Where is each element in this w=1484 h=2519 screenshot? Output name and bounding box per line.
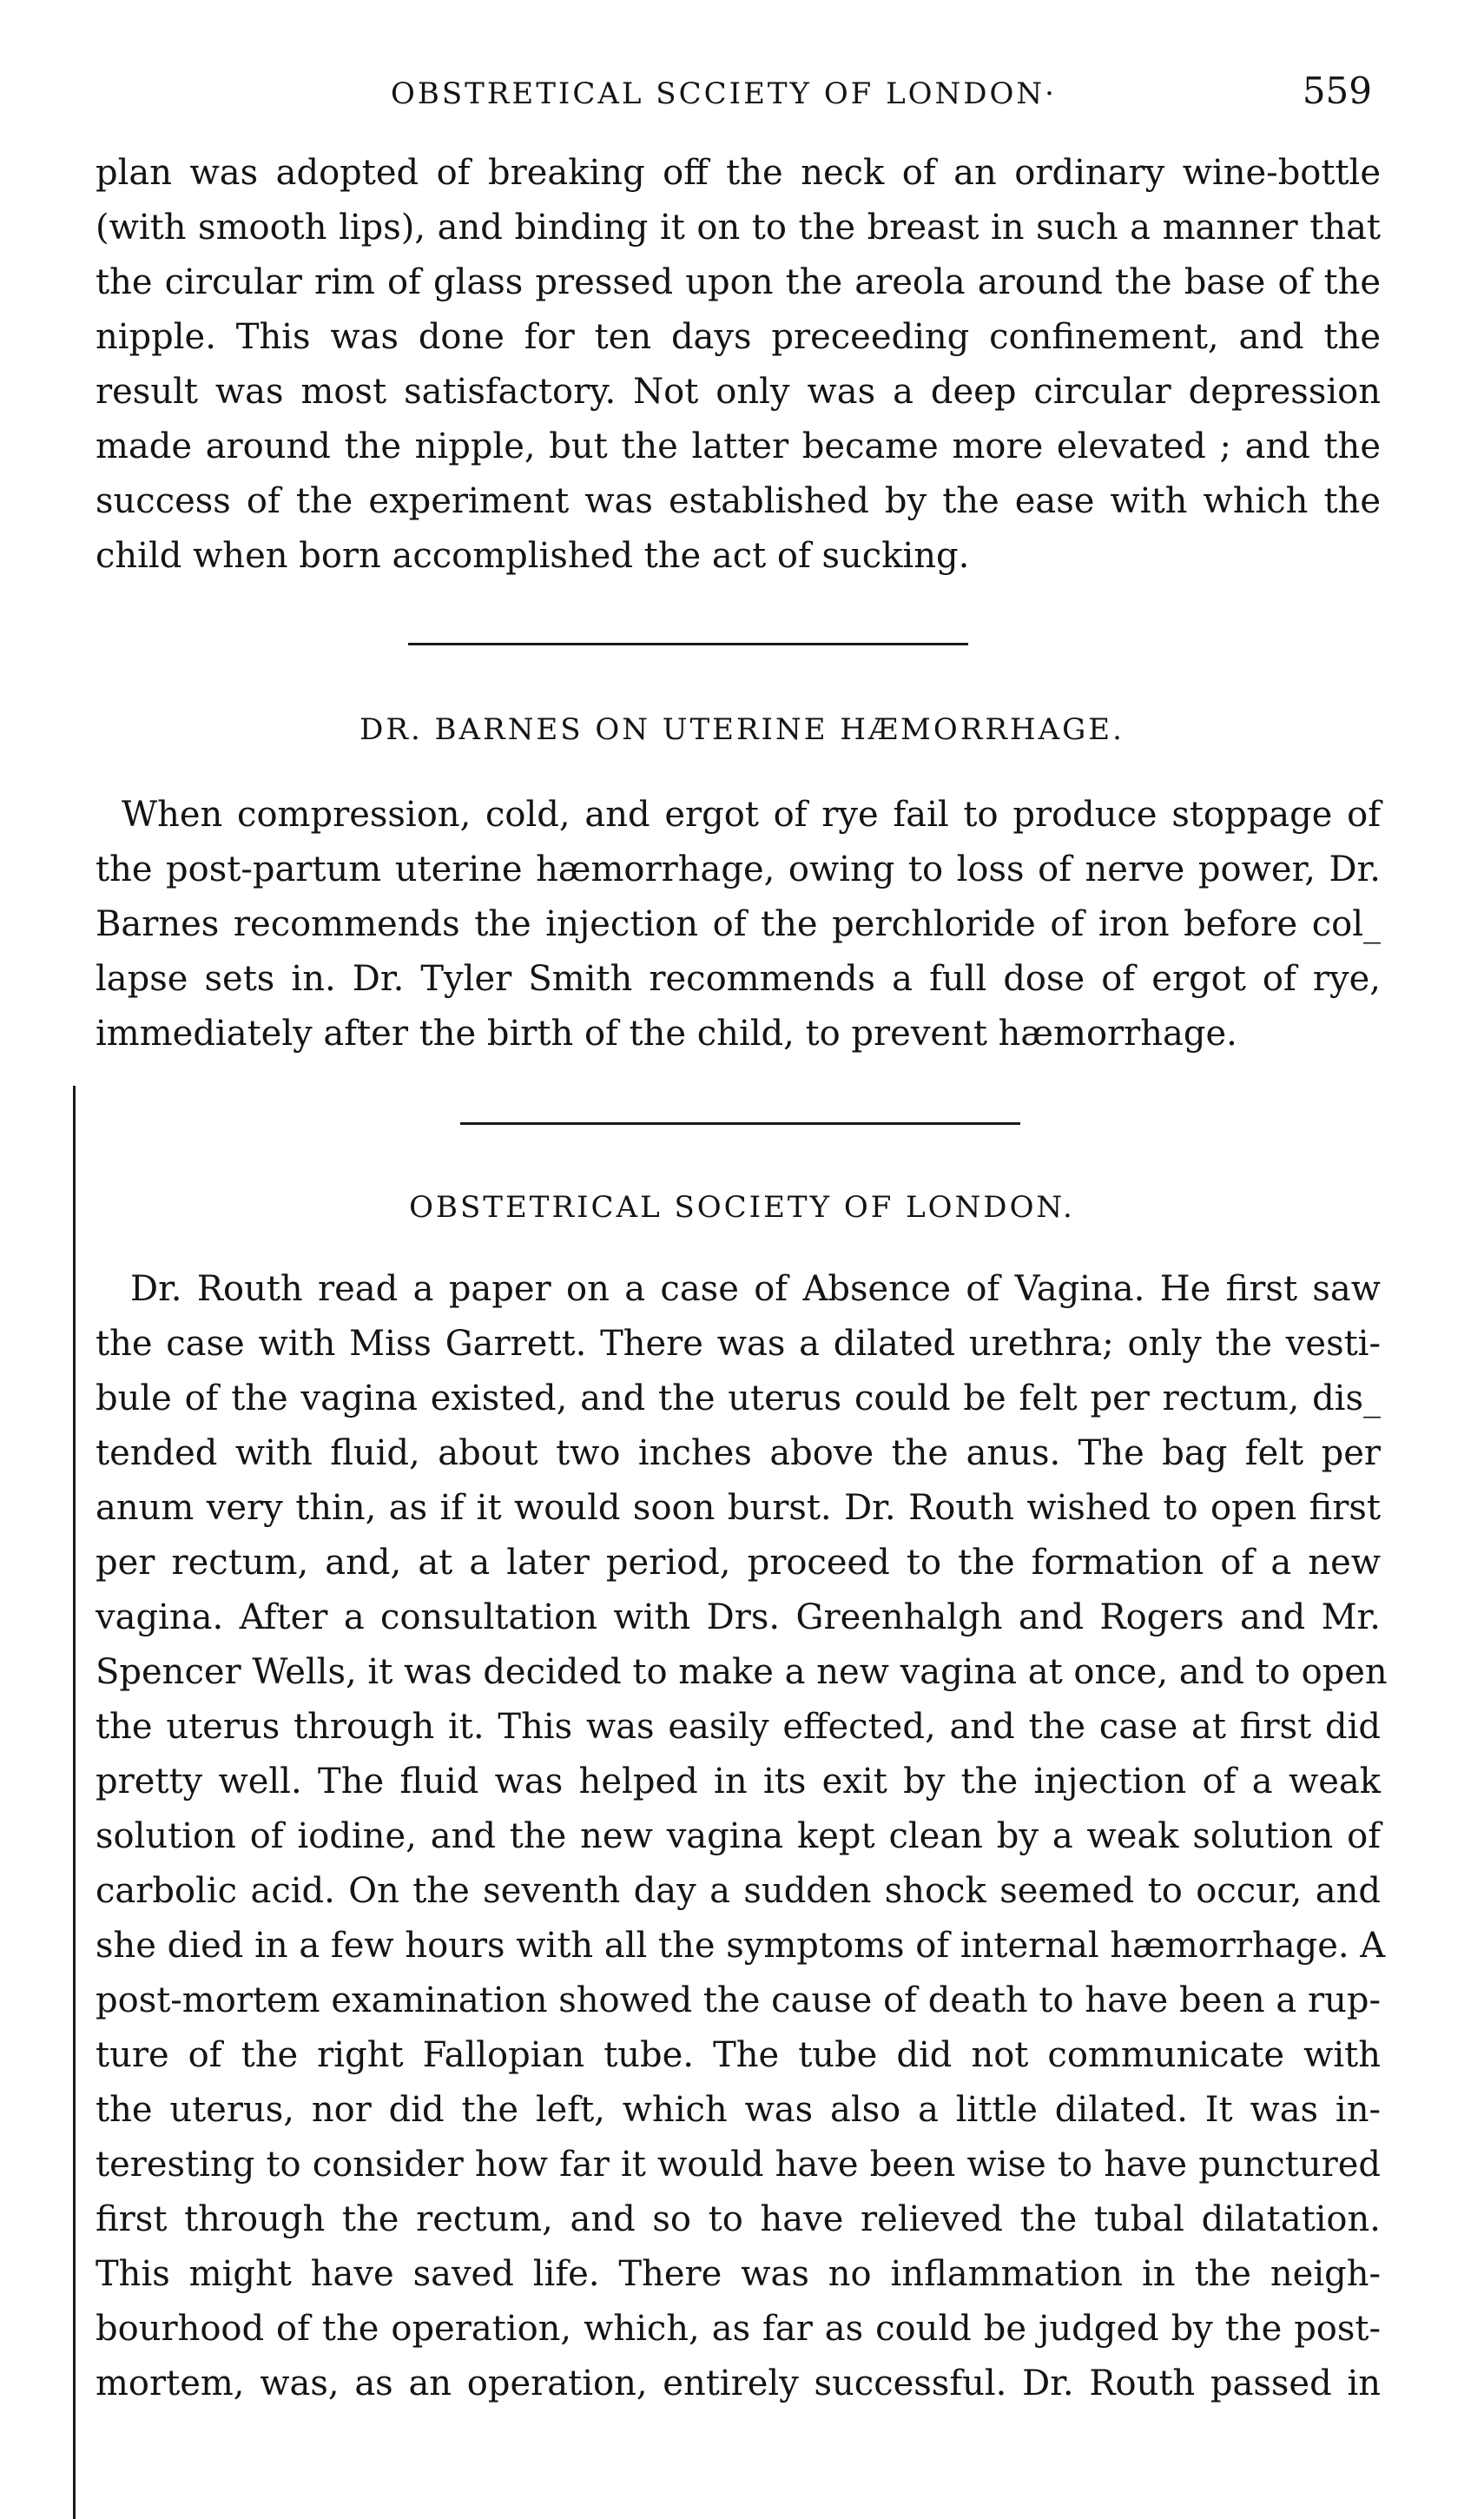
society-line: post-mortem examination showed the cause of death to have been a rup- — [96, 1980, 1381, 2020]
running-head — [96, 68, 1381, 129]
intro-line: plan was adopted of breaking off the neck of an ordinary wine-bottle — [96, 153, 1381, 193]
society-line: vagina. After a consultation with Drs. Greenhalgh and Rogers and Mr. — [96, 1597, 1381, 1637]
society-line: per rectum, and, at a later period, proceed to the formation of a new — [96, 1543, 1381, 1583]
section-heading-society: OBSTETRICAL SOCIETY OF LONDON. — [409, 1190, 1075, 1225]
society-line: carbolic acid. On the seventh day a sudden shock seemed to occur, and — [96, 1871, 1381, 1911]
intro-line: result was most satisfactory. Not only was a deep circular depression — [96, 372, 1381, 412]
society-line: This might have saved life. There was no inflammation in the neigh- — [96, 2254, 1381, 2294]
section-heading-barnes: DR. BARNES ON UTERINE HÆMORRHAGE. — [359, 712, 1125, 747]
society-line: the uterus through it. This was easily effected, and the case at first did — [96, 1707, 1381, 1747]
society-line: anum very thin, as if it would soon burst. Dr. Routh wished to open first — [96, 1488, 1381, 1528]
barnes-line: immediately after the birth of the child, to prevent hæmorrhage. — [96, 1014, 1237, 1054]
society-line: the uterus, nor did the left, which was also a little dilated. It was in- — [96, 2090, 1381, 2130]
barnes-paragraph — [96, 788, 1381, 1061]
society-line: pretty well. The fluid was helped in its exit by the injection of a weak — [96, 1762, 1381, 1802]
society-line: mortem, was, as an operation, entirely successful. Dr. Routh passed in — [96, 2364, 1381, 2403]
intro-line: the circular rim of glass pressed upon the areola around the base of the — [96, 262, 1381, 302]
society-line: the case with Miss Garrett. There was a dilated urethra; only the vesti- — [96, 1324, 1381, 1364]
society-line: Spencer Wells, it was decided to make a new vagina at once, and to open — [96, 1652, 1388, 1692]
page-number: 559 — [1302, 69, 1372, 112]
section-divider — [460, 1122, 1020, 1125]
society-line: teresting to consider how far it would have been wise to have punctured — [96, 2145, 1381, 2185]
society-line: bourhood of the operation, which, as far as could be judged by the post- — [96, 2309, 1381, 2349]
intro-line: success of the experiment was established by the ease with which the — [96, 481, 1381, 521]
intro-line: nipple. This was done for ten days preceeding confinement, and the — [96, 317, 1381, 357]
society-line: bule of the vagina existed, and the uterus could be felt per rectum, dis_ — [96, 1379, 1381, 1418]
running-head-title: OBSTRETICAL SCCIETY OF LONDON· — [391, 76, 1057, 111]
intro-line: (with smooth lips), and binding it on to the breast in such a manner that — [96, 208, 1381, 248]
society-line: first through the rectum, and so to have relieved the tubal dilatation. — [96, 2199, 1381, 2239]
barnes-line: When compression, cold, and ergot of rye fail to produce stoppage of — [122, 795, 1381, 835]
barnes-line: lapse sets in. Dr. Tyler Smith recommends a full dose of ergot of rye, — [96, 959, 1381, 999]
society-line: solution of iodine, and the new vagina kept clean by a weak solution of — [96, 1816, 1381, 1856]
intro-line: child when born accomplished the act of sucking. — [96, 536, 970, 576]
society-line: ture of the right Fallopian tube. The tube did not communicate with — [96, 2035, 1381, 2075]
barnes-line: the post-partum uterine hæmorrhage, owing to loss of nerve power, Dr. — [96, 850, 1381, 889]
section-divider — [408, 643, 968, 645]
society-line: Dr. Routh read a paper on a case of Absence of Vagina. He first saw — [130, 1269, 1381, 1309]
intro-paragraph — [96, 146, 1381, 584]
barnes-line: Barnes recommends the injection of the perchloride of iron before col_ — [96, 904, 1381, 944]
society-line: she died in a few hours with all the symptoms of internal hæmorrhage. A — [96, 1926, 1386, 1966]
intro-line: made around the nipple, but the latter became more elevated ; and the — [96, 426, 1381, 466]
society-line: tended with fluid, about two inches above the anus. The bag felt per — [96, 1433, 1381, 1473]
margin-rule — [73, 1086, 76, 2519]
society-paragraph — [96, 1262, 1388, 2411]
